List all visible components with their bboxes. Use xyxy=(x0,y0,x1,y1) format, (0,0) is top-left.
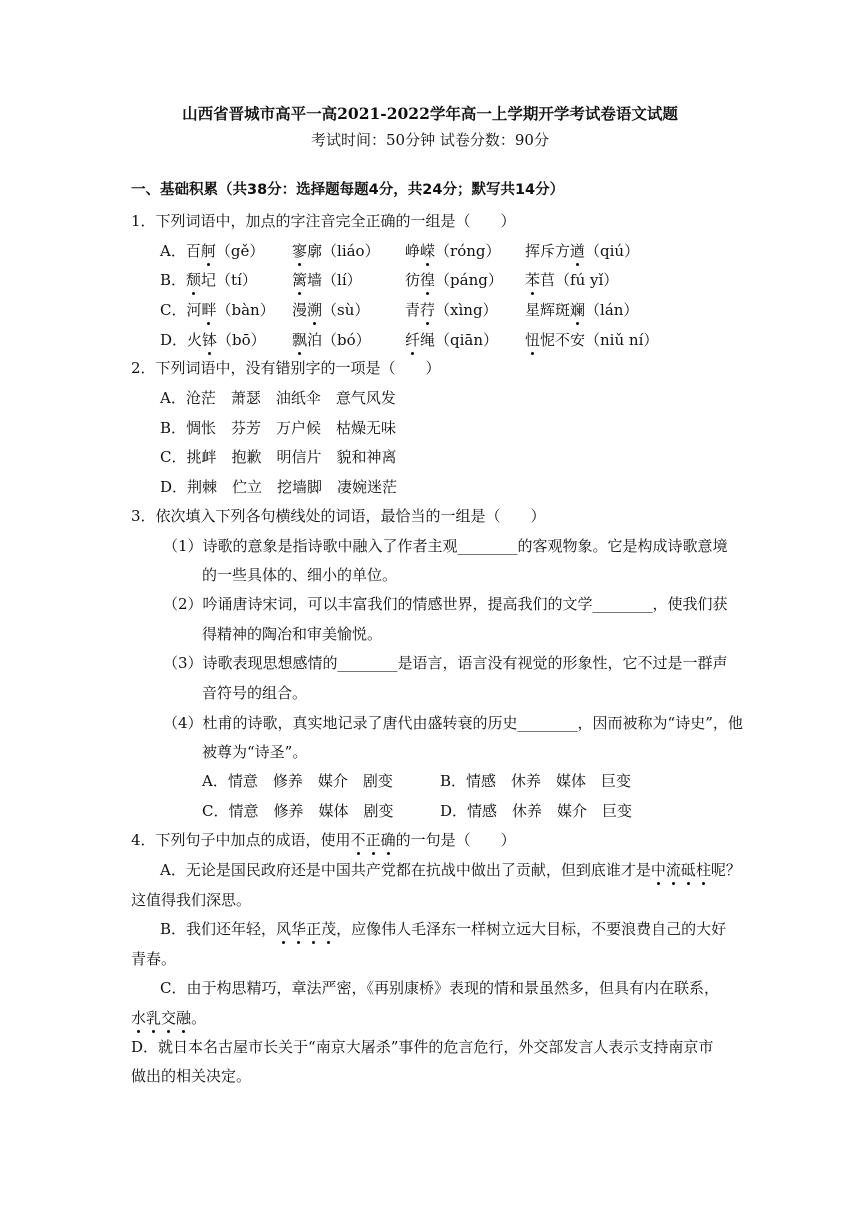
q3-sentence-1: （1）诗歌的意象是指诗歌中融入了作者主观________的客观物象。它是构成诗歌意境 xyxy=(163,537,728,555)
dotted-character: 忸 xyxy=(525,331,541,349)
q2-option-d: D．荆棘 伫立 挖墙脚 凄婉迷茫 xyxy=(160,478,398,496)
dotted-idiom: 风华正茂 xyxy=(276,920,337,938)
q3-option-d: D．情感 休养 媒介 巨变 xyxy=(440,802,633,820)
q2-option-b: B．惆怅 芬芳 万户候 枯燥无味 xyxy=(160,419,397,437)
dotted-character: 舸 xyxy=(200,242,216,260)
q1-c-word-1: C．河畔（bàn） xyxy=(160,301,275,319)
dotted-character: 寥 xyxy=(292,242,308,260)
dotted-character: 遒 xyxy=(570,242,586,260)
q3-sentence-2-cont: 得精神的陶冶和审美愉悦。 xyxy=(202,625,383,643)
q2-option-c: C．挑衅 抱歉 明信片 貌和神离 xyxy=(160,448,397,466)
q1-c-word-4: 星辉斑斓（lán） xyxy=(525,301,639,319)
q1-d-word-4: 忸怩不安（niǔ ní） xyxy=(525,331,659,349)
question-2-stem: 2．下列词语中，没有错别字的一项是（ ） xyxy=(131,359,441,377)
q1-d-word-2: 飘泊（bó） xyxy=(292,331,371,349)
q1-b-word-3: 彷徨（páng） xyxy=(405,271,503,289)
emphasis-dotted: 不正确 xyxy=(350,831,396,849)
q3-option-c: C．情意 修养 媒体 剧变 xyxy=(202,802,394,820)
dotted-character: 颓 xyxy=(186,271,202,289)
dotted-character: 钵 xyxy=(202,331,218,349)
dotted-character: 嵘 xyxy=(420,242,436,260)
q4-option-c-cont: 水乳交融。 xyxy=(131,1009,207,1027)
q3-option-b: B．情感 休养 媒体 巨变 xyxy=(440,772,632,790)
page-title: 山西省晋城市高平一高2021-2022学年高一上学期开学考试卷语文试题 xyxy=(182,104,678,123)
dotted-idiom: 中流砥柱 xyxy=(650,861,711,879)
dotted-character: 畔 xyxy=(201,301,217,319)
exam-info: 考试时间：50分钟 试卷分数：90分 xyxy=(311,131,549,149)
dotted-character: 纤 xyxy=(405,331,421,349)
dotted-character: 溯 xyxy=(307,301,323,319)
q2-option-a: A．沧茫 萧瑟 油纸伞 意气风发 xyxy=(160,389,396,407)
dotted-character: 篱 xyxy=(292,271,308,289)
q1-a-word-1: A．百舸（gě） xyxy=(160,242,265,260)
dotted-idiom: 水乳交融 xyxy=(131,1009,192,1027)
q4-option-b-cont: 青春。 xyxy=(131,950,177,968)
q1-c-word-3: 青荇（xìng） xyxy=(405,301,498,319)
q3-sentence-4-cont: 被尊为“诗圣”。 xyxy=(202,743,308,761)
q4-option-b: B．我们还年轻，风华正茂，应像伟人毛泽东一样树立远大目标，不要浪费自己的大好 xyxy=(160,920,727,938)
q1-b-word-2: 篱墙（lí） xyxy=(292,271,362,289)
dotted-character: 苯 xyxy=(525,271,541,289)
dotted-character: 飘 xyxy=(292,331,308,349)
q3-sentence-3: （3）诗歌表现思想感情的________是语言，语言没有视觉的形象性，它不过是一群声 xyxy=(163,654,728,672)
q3-sentence-4: （4）杜甫的诗歌，真实地记录了唐代由盛转衰的历史________，因而被称为“诗史”，他 xyxy=(163,714,743,732)
q1-a-word-3: 峥嵘（róng） xyxy=(405,242,501,260)
q4-option-d: D．就日本名古屋市长关于“南京大屠杀”事件的危言危行，外交部发言人表示支持南京市 xyxy=(131,1038,714,1056)
q3-sentence-3-cont: 音符号的组合。 xyxy=(202,684,308,702)
section-heading: 一、基础积累（共38分：选择题每题4分，共24分；默写共14分） xyxy=(131,182,565,198)
question-4-stem: 4．下列句子中加点的成语，使用不正确的一句是（ ） xyxy=(131,831,516,849)
q1-c-word-2: 漫溯（sù） xyxy=(292,301,370,319)
q4-option-c: C．由于构思精巧，章法严密，《再别康桥》表现的情和景虽然多，但具有内在联系， xyxy=(160,979,719,997)
q3-sentence-2: （2）吟诵唐诗宋词，可以丰富我们的情感世界，提高我们的文学________，使我们获 xyxy=(163,595,728,613)
q4-option-a-cont: 这值得我们深思。 xyxy=(131,891,252,909)
q3-sentence-1-cont: 的一些具体的、细小的单位。 xyxy=(202,566,398,584)
q1-b-word-1: B．颓圮（tí） xyxy=(160,271,257,289)
q4-option-d-cont: 做出的相关决定。 xyxy=(131,1067,252,1085)
dotted-character: 荇 xyxy=(420,301,436,319)
q1-d-word-1: D．火钵（bō） xyxy=(160,331,266,349)
dotted-character: 斓 xyxy=(570,301,586,319)
q3-option-a: A．情意 修养 媒介 剧变 xyxy=(202,772,393,790)
q1-d-word-3: 纤绳（qiān） xyxy=(405,331,499,349)
q1-a-word-4: 挥斥方遒（qiú） xyxy=(525,242,640,260)
question-1-stem: 1．下列词语中，加点的字注音完全正确的一组是（ ） xyxy=(131,212,516,230)
dotted-character: 徨 xyxy=(420,271,436,289)
q1-a-word-2: 寥廓（liáo） xyxy=(292,242,380,260)
question-3-stem: 3．依次填入下列各句横线处的词语，最恰当的一组是（ ） xyxy=(131,507,546,525)
q4-option-a: A．无论是国民政府还是中国共产党都在抗战中做出了贡献，但到底谁才是中流砥柱呢？ xyxy=(160,861,741,879)
q1-b-word-4: 苯苢（fú yǐ） xyxy=(525,271,619,289)
